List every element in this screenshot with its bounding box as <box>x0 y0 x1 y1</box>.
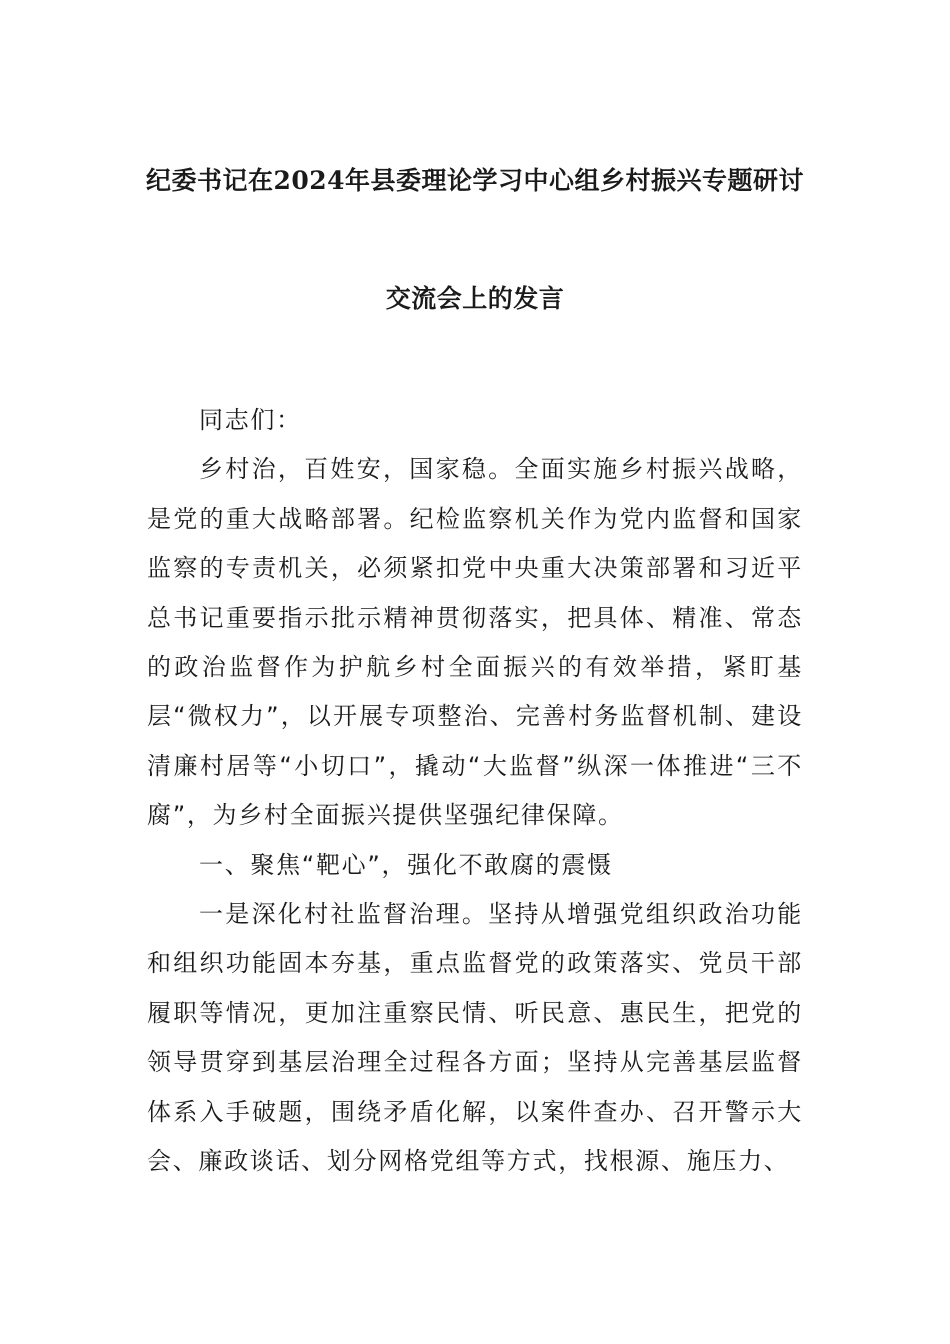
salutation-paragraph: 同志们： <box>199 406 302 434</box>
document-body <box>147 396 803 1187</box>
intro-paragraph: 乡村治，百姓安，国家稳。全面实施乡村振兴战略，是党的重大战略部署。纪检监察机关作为党内监督和国家监察的专责机关，必须紧扣党中央重大决策部署和习近平总书记重要指示批示精神贯彻落实，把具体、精准、常态的政治监督作为护航乡村全面振兴的有效举措，紧盯基层“微权力”，以开展专项整治、完善村务监督机制、建设清廉村居等“小切口”，撬动“大监督”纵深一体推进“三不腐”，为乡村全面振兴提供坚强纪律保障。 <box>147 455 803 830</box>
document-title-line-1: 纪委书记在2024年县委理论学习中心组乡村振兴专题研讨 <box>145 166 805 195</box>
body-paragraph: 一是深化村社监督治理。坚持从增强党组织政治功能和组织功能固本夯基，重点监督党的政策落实、党员干部履职等情况，更加注重察民情、听民意、惠民生，把党的领导贯穿到基层治理全过程各方面；坚持从完善基层监督体系入手破题，围绕矛盾化解，以案件查办、召开警示大会、廉政谈话、划分网格党组等方式，找根源、施压力、 <box>147 900 803 1176</box>
document-title-line-2: 交流会上的发言 <box>385 284 565 313</box>
section-heading: 一、聚焦“靶心”，强化不敢腐的震慑 <box>199 850 613 879</box>
